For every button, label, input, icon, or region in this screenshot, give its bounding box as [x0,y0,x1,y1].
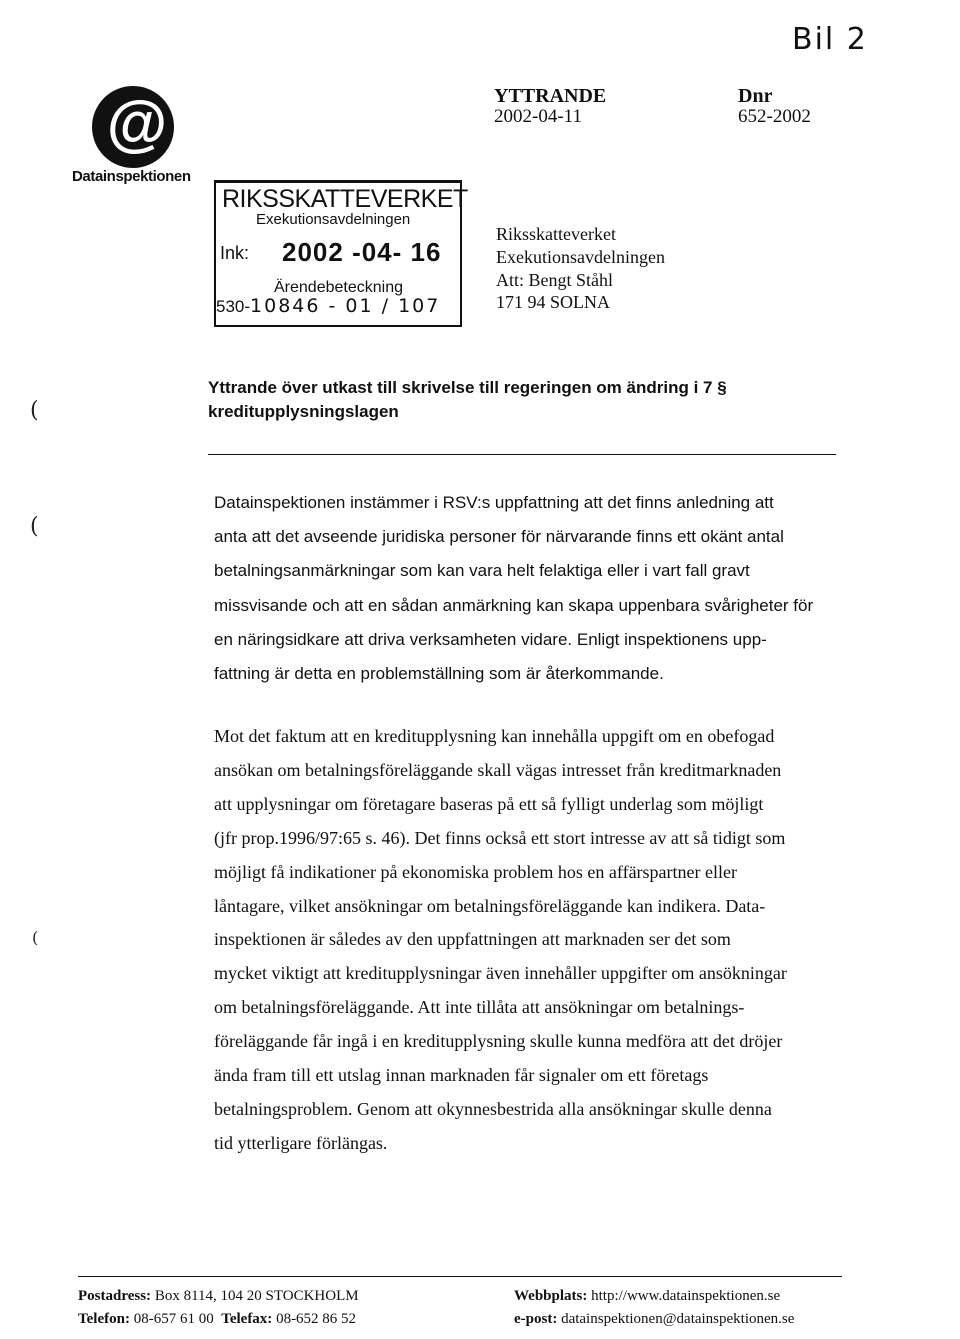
text-line: Mot det faktum att en kreditupplysning kan innehålla uppgift om en obefogad [214,726,775,746]
recipient-line: 171 94 SOLNA [496,292,611,312]
text-line: ansökan om betalningsföreläggande skall vägas intresset från kreditmarknaden [214,759,782,780]
margin-mark: ( [32,928,39,947]
text-line: fattning är detta en problemställning som är återkommande. [214,664,664,684]
text-line: ända fram till ett utslag innan marknaden får signaler om ett företags [214,1065,709,1086]
divider [208,454,836,455]
recipient-line: Exekutionsavdelningen [496,247,665,267]
document-date: 2002-04-11 [494,106,582,127]
text-line: möjligt få indikationer på ekonomiska problem hos en affärspartner eller [214,861,738,882]
stamp-dept: Exekutionsavdelningen [256,211,411,228]
text-line: en näringsidkare att driva verksamheten vidare. Enligt inspektionens upp- [214,629,767,649]
stamp-ref-label: Ärendebeteckning [274,279,403,296]
footer-web-link[interactable]: http://www.datainspektionen.se [591,1288,781,1304]
footer-email-label: e-post: [514,1311,558,1327]
text-line: betalningsanmärkningar som kan vara helt felaktiga eller i vart fall gravt [214,561,750,581]
text-line: föreläggande får ingå i en kreditupplysning skulle kunna medföra att det dröjer [214,1031,783,1052]
footer-phone-label: Telefon: [78,1311,130,1327]
datainspektionen-logo-icon: @ [92,86,174,168]
subject-line: Yttrande över utkast till skrivelse till regeringen om ändring i 7 § [208,378,727,397]
text-line: om betalningsföreläggande. Att inte tillåta att ansökningar om betalnings- [214,997,745,1018]
footer-fax-value: 08-652 86 52 [276,1311,357,1327]
text-line: (jfr prop.1996/97:65 s. 46). Det finns också ett stort intresse av att så tidigt som [214,827,786,848]
document-type: YTTRANDE [494,85,607,107]
stamp-ref-value [216,295,440,317]
margin-mark: ( [30,398,39,423]
text-line: inspektionen är således av den uppfattningen att marknaden ser det som [214,929,731,950]
received-stamp [214,180,468,327]
subject-line: kreditupplysningslagen [208,402,399,421]
dnr-label: Dnr [738,85,773,107]
text-line: anta att det avseende juridiska personer för närvarande finns ett okänt antal [214,527,784,547]
text-line: missvisande och att en sådan anmärkning kan skapa uppenbara svårigheter för [214,595,814,615]
stamp-ink-label: Ink: [220,243,250,263]
paragraph-2 [214,720,844,1161]
page-label: Bil 2 [792,22,868,57]
footer-email-link[interactable]: datainspektionen@datainspektionen.se [561,1311,795,1327]
stamp-ref-prefix: 530- [216,297,251,316]
stamp-org: RIKSSKATTEVERKET [222,185,468,213]
footer-phone-value: 08-657 61 00 [133,1311,214,1327]
footer-phone [78,1311,356,1328]
text-line: tid ytterligare förlängas. [214,1132,388,1153]
text-line: låntagare, vilket ansökningar om betalningsföreläggande kan indikera. Data- [214,895,766,916]
footer-web [514,1288,780,1305]
logo-name: Datainspektionen [72,168,191,185]
text-line: Datainspektionen instämmer i RSV:s uppfattning att det finns anledning att [214,493,774,512]
footer-fax-label: Telefax: [221,1311,273,1327]
paragraph-1 [214,486,824,691]
footer-web-label: Webbplats: [514,1288,588,1304]
subject-heading [208,376,788,424]
footer-divider [78,1276,842,1277]
dnr-value: 652-2002 [738,106,811,127]
text-line: mycket viktigt att kreditupplysningar även innehåller uppgifter om ansökningar [214,963,787,984]
footer-postal [78,1288,359,1305]
stamp-ref-handwritten: 10846 - 01 / 107 [250,295,441,317]
stamp-ink-date: 2002 -04- 16 [282,237,442,267]
footer-postal-value: Box 8114, 104 20 STOCKHOLM [154,1288,359,1304]
recipient-line: Riksskatteverket [496,224,616,244]
text-line: betalningsproblem. Genom att okynnesbestrida alla ansökningar skulle denna [214,1098,772,1119]
footer-postal-label: Postadress: [78,1288,152,1304]
margin-mark: ( [30,514,39,539]
recipient-line: Att: Bengt Ståhl [496,270,613,290]
text-line: att upplysningar om företagare baseras på ett så fylligt underlag som möjligt [214,793,764,814]
footer-email [514,1311,794,1328]
